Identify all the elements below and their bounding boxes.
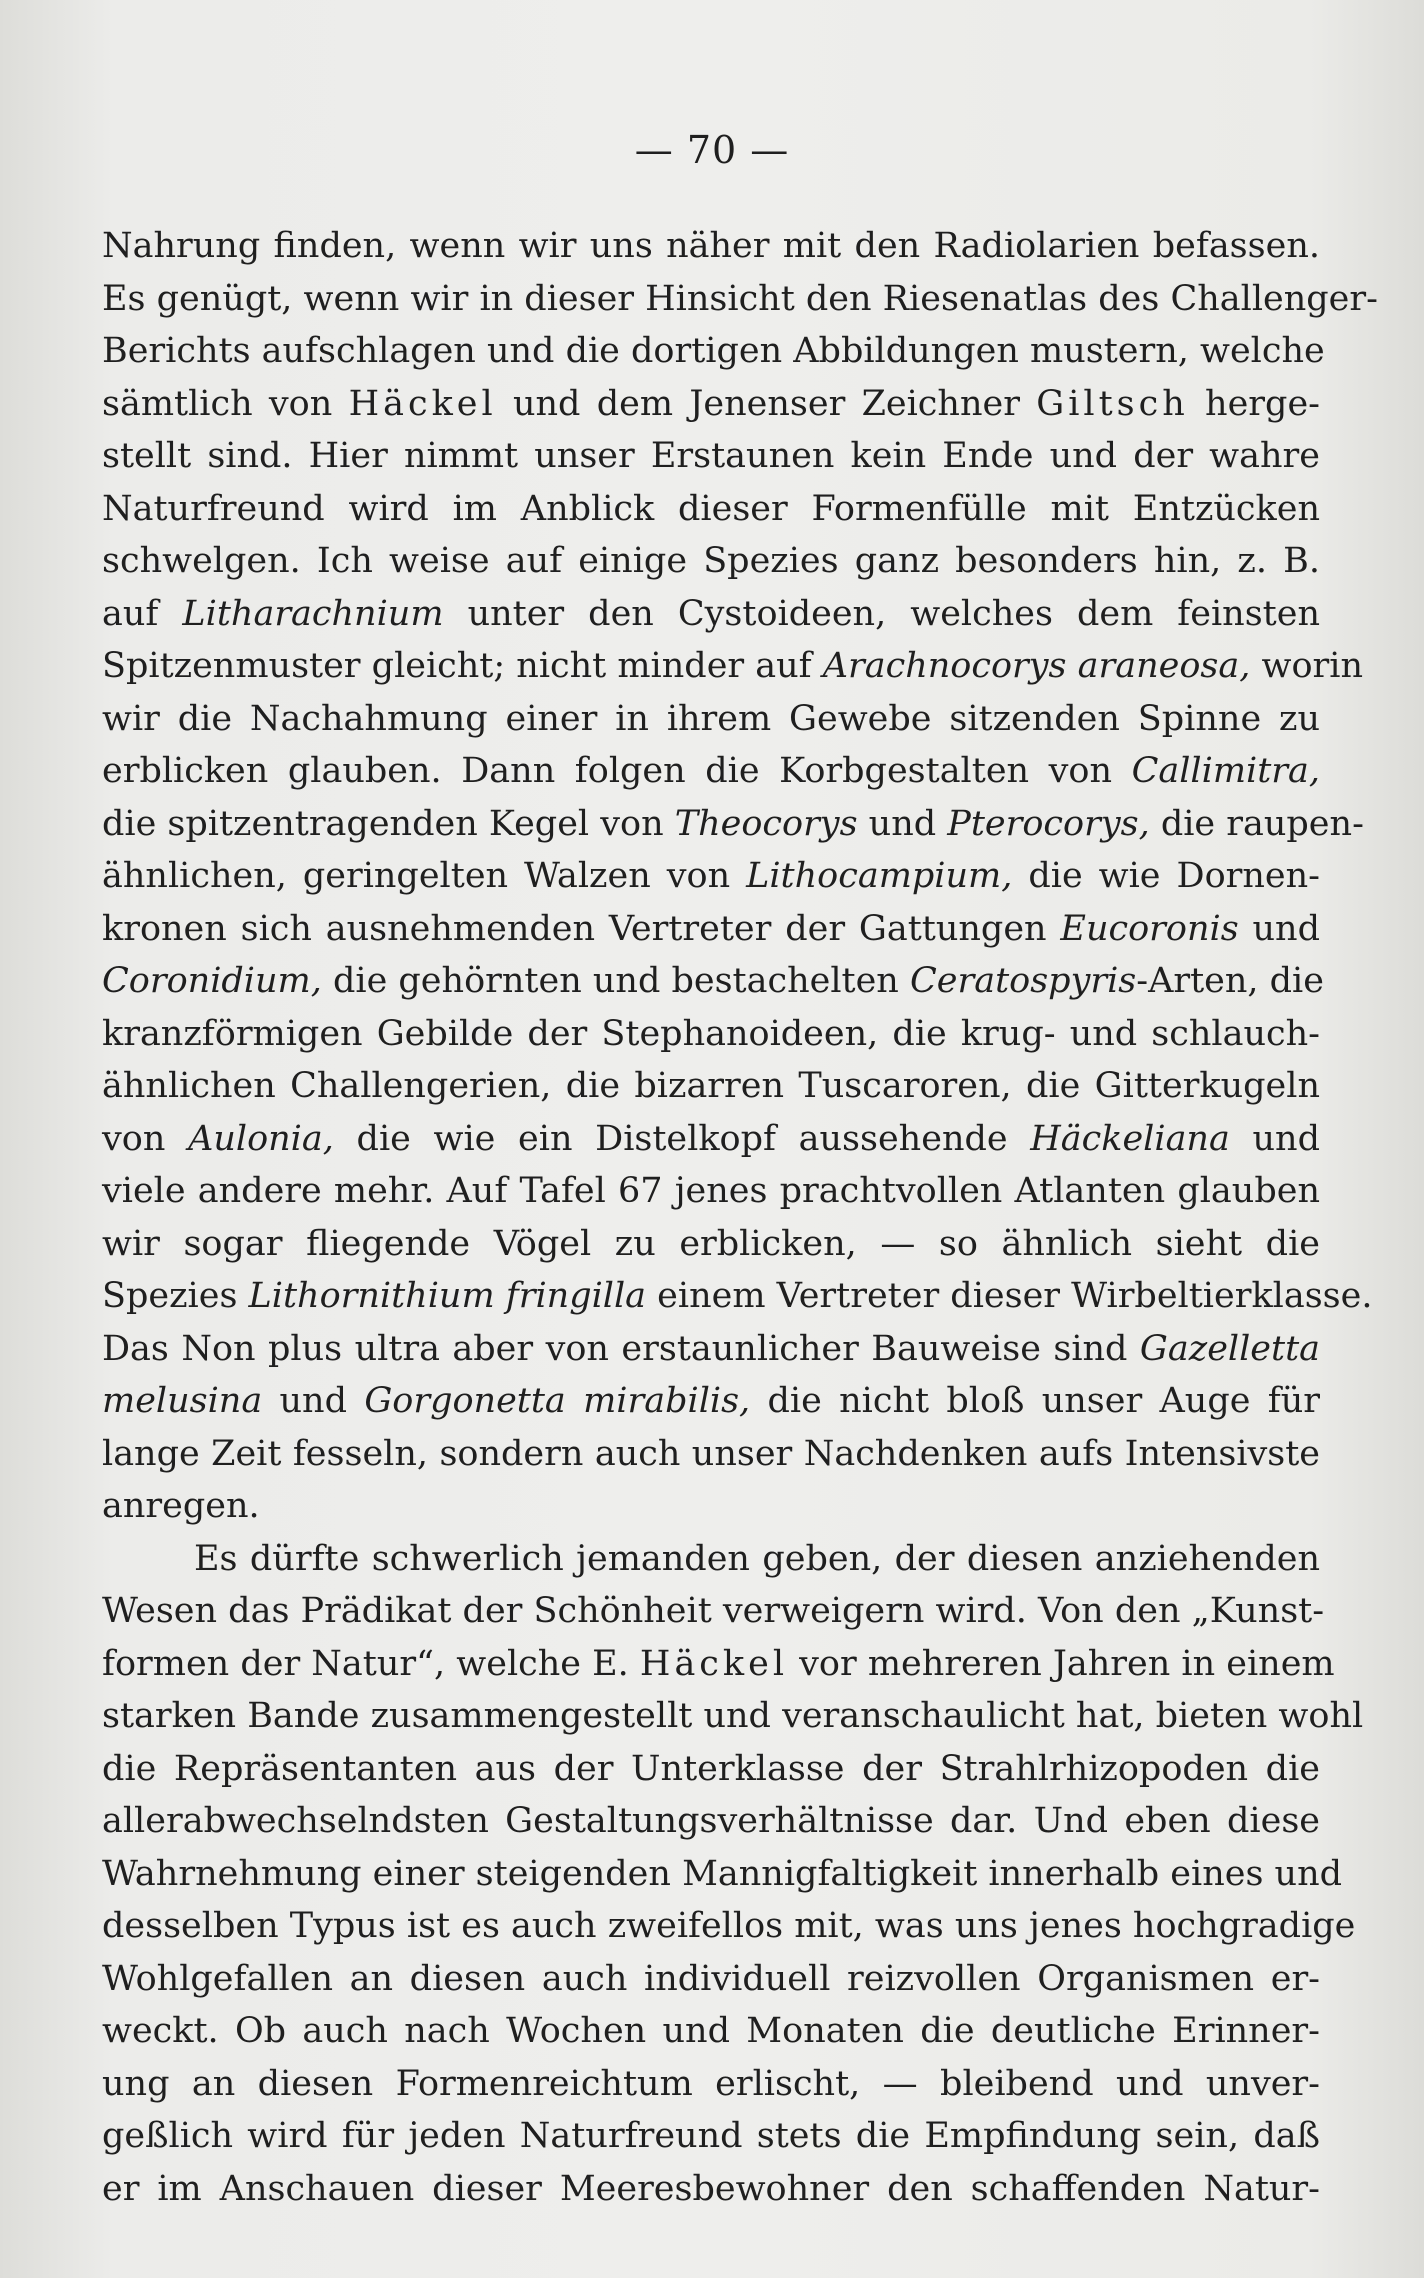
text-segment: auf: [102, 593, 183, 634]
text-segment: die gehörnten und bestachelten: [321, 961, 910, 1001]
text-line: [102, 2110, 1320, 2163]
text-line: [102, 378, 1320, 431]
text-segment: Berichts aufschlagen und die dortigen Abbildungen mustern, welche: [102, 331, 1325, 371]
italic-text: Callimitra,: [1131, 751, 1320, 791]
text-segment: Spitzenmuster gleicht; nicht minder auf: [102, 646, 823, 686]
italic-text: Pterocorys,: [947, 803, 1150, 844]
text-line: [102, 1060, 1320, 1113]
italic-text: Ceratospyris: [909, 961, 1137, 1001]
text-segment: die nicht bloß unser Auge für: [750, 1381, 1320, 1421]
text-segment: erblicken glauben. Dann folgen die Korbgestalten von: [102, 751, 1132, 791]
text-line: [102, 1690, 1364, 1743]
text-line: [102, 640, 1364, 693]
text-line: [102, 693, 1320, 746]
italic-text: Litharachnium: [182, 593, 444, 634]
text-segment: viele andere mehr. Auf Tafel 67 jenes prachtvollen Atlanten glauben: [102, 1171, 1320, 1211]
text-line: [102, 1953, 1320, 2006]
text-segment: er im Anschauen dieser Meeresbewohner den schaffenden Natur-: [102, 2168, 1320, 2209]
text-line: [102, 903, 1320, 956]
text-segment: ung an diesen Formenreichtum erlischt, — bleibend und unver-: [102, 2063, 1320, 2104]
text-line: [102, 850, 1320, 903]
text-line: [102, 955, 1324, 1008]
text-line: [102, 2058, 1320, 2111]
text-segment: Nahrung finden, wenn wir uns näher mit den Radiolarien befassen.: [102, 226, 1320, 266]
italic-text: Coronidium,: [102, 961, 322, 1001]
text-line: [102, 430, 1320, 483]
text-line: [102, 1008, 1320, 1061]
text-segment: die wie Dornen-: [1012, 856, 1320, 896]
text-segment: formen der Natur“, welche E.: [102, 1643, 640, 1684]
text-segment: ähnlichen Challengerien, die bizarren Tuscaroren, die Gitterkugeln: [102, 1066, 1320, 1106]
text-segment: die spitzentragenden Kegel von: [102, 803, 675, 844]
text-segment: stellt sind. Hier nimmt unser Erstaunen kein Ende und der wahre: [102, 436, 1320, 476]
text-segment: Es genügt, wenn wir in dieser Hinsicht den Riesenatlas des Challenger-: [102, 278, 1378, 319]
text-line: [102, 1900, 1356, 1953]
text-segment: die Repräsentanten aus der Unterklasse der Strahlrhizopoden die: [102, 1748, 1320, 1789]
text-segment: Wesen das Prädikat der Schönheit verweigern wird. Von den „Kunst-: [102, 1591, 1325, 1631]
text-segment: und: [857, 803, 948, 844]
text-segment: worin: [1250, 646, 1364, 686]
text-segment: schwelgen. Ich weise auf einige Spezies ganz besonders hin, z. B.: [102, 541, 1320, 581]
text-segment: ähnlichen, geringelten Walzen von: [102, 856, 747, 896]
italic-text: Eucoronis: [1060, 908, 1239, 949]
text-segment: die raupen-: [1149, 803, 1364, 844]
text-line: [102, 1270, 1373, 1323]
italic-text: Aulonia,: [188, 1118, 334, 1159]
body-text: [102, 220, 1378, 2215]
text-line: [102, 1113, 1320, 1166]
text-segment: Wohlgefallen an diesen auch individuell reizvollen Organismen er-: [102, 1958, 1320, 1999]
text-segment: kranzförmigen Gebilde der Stephanoideen, die krug- und schlauch-: [102, 1013, 1320, 1054]
text-segment: herge-: [1188, 383, 1320, 424]
text-segment: lange Zeit fesseln, sondern auch unser Nachdenken aufs Intensivste: [102, 1433, 1320, 1474]
text-segment: weckt. Ob auch nach Wochen und Monaten die deutliche Erinner-: [102, 2011, 1320, 2051]
text-line: [102, 1375, 1320, 1428]
text-segment: und dem Jenenser Zeichner: [496, 383, 1037, 424]
text-segment: anregen.: [102, 1486, 260, 1526]
text-line: [102, 535, 1320, 588]
text-segment: vor mehreren Jahren in einem: [788, 1643, 1335, 1684]
text-line: [102, 325, 1325, 378]
text-segment: starken Bande zusammengestellt und veranschaulicht hat, bieten wohl: [102, 1696, 1364, 1736]
italic-text: Gorgonetta mirabilis,: [364, 1381, 751, 1421]
text-line: [102, 1428, 1320, 1481]
page-number: — 70 —: [634, 128, 790, 172]
text-line: [102, 798, 1364, 851]
text-segment: kronen sich ausnehmenden Vertreter der Gattungen: [102, 908, 1061, 949]
text-segment: Naturfreund wird im Anblick dieser Formenfülle mit Entzücken: [102, 488, 1320, 529]
text-line: [102, 1743, 1320, 1796]
text-segment: Wahrnehmung einer steigenden Mannigfaltigkeit innerhalb eines und: [102, 1853, 1343, 1894]
spaced-name: Giltsch: [1036, 383, 1189, 424]
text-segment: Spezies: [102, 1276, 249, 1316]
text-segment: sämtlich von: [102, 383, 349, 424]
text-line: [102, 483, 1320, 536]
text-line: [102, 273, 1378, 326]
text-line: [102, 1638, 1335, 1691]
text-segment: unter den Cystoideen, welches dem feinsten: [443, 593, 1320, 634]
text-segment: desselben Typus ist es auch zweifellos mit, was uns jenes hochgradige: [102, 1906, 1356, 1946]
italic-text: melusina: [102, 1381, 263, 1421]
text-line: [102, 1533, 1320, 1586]
italic-text: Lithornithium fringilla: [248, 1276, 647, 1316]
text-segment: und: [1238, 908, 1320, 949]
text-segment: wir sogar fliegende Vögel zu erblicken, — so ähnlich sieht die: [102, 1223, 1320, 1264]
text-line: [102, 220, 1320, 273]
text-line: [102, 1585, 1325, 1638]
text-line: [102, 2163, 1320, 2216]
text-line: [102, 1480, 1320, 1533]
text-segment: Es dürfte schwerlich jemanden geben, der diesen anziehenden: [194, 1538, 1320, 1579]
text-segment: und: [262, 1381, 365, 1421]
text-line: [102, 1218, 1320, 1271]
spaced-name: Häckel: [348, 383, 497, 424]
text-segment: wir die Nachahmung einer in ihrem Gewebe sitzenden Spinne zu: [102, 698, 1320, 739]
text-segment: -Arten, die: [1136, 961, 1324, 1001]
italic-text: Theocorys: [674, 803, 858, 844]
text-segment: und: [1229, 1118, 1320, 1159]
text-line: [102, 1323, 1320, 1376]
italic-text: Gazelletta: [1139, 1328, 1320, 1369]
italic-text: Arachnocorys araneosa,: [822, 646, 1251, 686]
text-line: [102, 1795, 1320, 1848]
text-line: [102, 1165, 1320, 1218]
text-line: [102, 1848, 1343, 1901]
spaced-name: Häckel: [639, 1643, 789, 1684]
text-segment: einem Vertreter dieser Wirbeltierklasse.: [646, 1276, 1373, 1316]
italic-text: Lithocampium,: [746, 856, 1013, 896]
text-segment: die wie ein Distelkopf aussehende: [333, 1118, 1031, 1159]
text-line: [102, 745, 1320, 798]
text-segment: geßlich wird für jeden Naturfreund stets die Empfindung sein, daß: [102, 2116, 1320, 2156]
text-segment: von: [102, 1118, 189, 1159]
text-line: [102, 2005, 1320, 2058]
text-segment: Das Non plus ultra aber von erstaunlicher Bauweise sind: [102, 1328, 1140, 1369]
italic-text: Häckeliana: [1030, 1118, 1230, 1159]
text-segment: allerabwechselndsten Gestaltungsverhältnisse dar. Und eben diese: [102, 1801, 1320, 1841]
text-line: [102, 588, 1320, 641]
